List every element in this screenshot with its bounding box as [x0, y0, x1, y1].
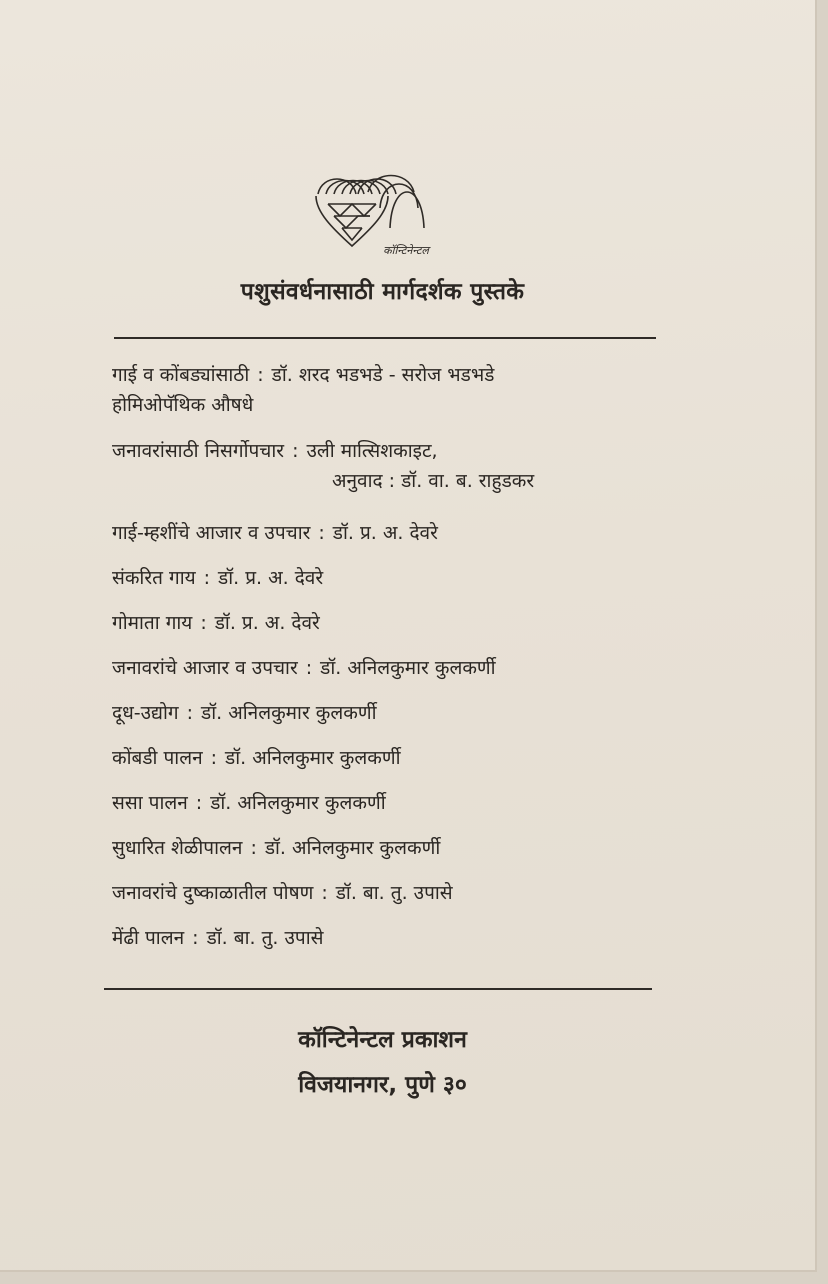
- divider-bottom: [104, 988, 652, 990]
- book-title: ससा पालन: [112, 792, 188, 814]
- book-title: गाई व कोंबड्यांसाठी: [112, 364, 250, 386]
- separator: :: [250, 837, 257, 859]
- book-title: गोमाता गाय: [112, 612, 193, 634]
- book-title: गाई-म्हशींचे आजार व उपचार: [112, 522, 311, 544]
- list-item: [112, 698, 712, 743]
- list-item: [112, 608, 712, 653]
- separator: :: [203, 567, 211, 589]
- book-author: डॉ. अनिलकुमार कुलकर्णी: [320, 657, 496, 679]
- separator: :: [186, 702, 194, 724]
- list-item: [112, 653, 712, 698]
- book-author: डॉ. अनिलकुमार कुलकर्णी: [201, 702, 377, 724]
- separator: :: [321, 882, 328, 904]
- list-item: [112, 360, 712, 436]
- separator: :: [210, 747, 218, 769]
- list-item: [112, 743, 712, 788]
- separator: :: [318, 522, 325, 544]
- page-title: पशुसंवर्धनासाठी मार्गदर्शक पुस्तके: [240, 279, 525, 305]
- book-author: डॉ. प्र. अ. देवरे: [332, 522, 438, 544]
- publisher-block: [0, 1018, 765, 1108]
- translator-name: डॉ. वा. ब. राहुडकर: [401, 470, 535, 492]
- separator: :: [195, 792, 203, 814]
- list-item: [112, 878, 712, 923]
- list-item: [112, 833, 712, 878]
- book-author: डॉ. शरद भडभडे - सरोज भडभडे: [271, 364, 495, 386]
- translator-label: अनुवाद :: [332, 470, 396, 492]
- book-title-continuation: होमिओपॅथिक औषधे: [112, 394, 254, 416]
- list-item: [112, 436, 712, 518]
- publisher-logo-icon: [312, 168, 452, 260]
- separator: :: [200, 612, 207, 634]
- book-author: डॉ. बा. तु. उपासे: [206, 927, 324, 949]
- book-title: सुधारित शेळीपालन: [112, 837, 243, 859]
- book-author: डॉ. प्र. अ. देवरे: [218, 567, 324, 589]
- divider-top: [114, 337, 656, 339]
- book-list: [112, 360, 712, 968]
- list-item: [112, 923, 712, 968]
- book-author: डॉ. अनिलकुमार कुलकर्णी: [264, 837, 441, 859]
- book-title: मेंढी पालन: [112, 927, 185, 949]
- separator: :: [292, 440, 299, 462]
- logo-caption: कॉन्टिनेन्टल: [383, 244, 429, 257]
- separator: :: [192, 927, 199, 949]
- publisher-name: कॉन्टिनेन्टल प्रकाशन: [298, 1027, 467, 1053]
- book-title: संकरित गाय: [112, 567, 196, 589]
- book-title: कोंबडी पालन: [112, 747, 203, 769]
- separator: :: [305, 657, 313, 679]
- book-title: जनावरांचे आजार व उपचार: [112, 657, 298, 679]
- book-author: डॉ. प्र. अ. देवरे: [214, 612, 320, 634]
- list-item: [112, 563, 712, 608]
- book-author: उली मात्सिशकाइट,: [306, 440, 438, 462]
- separator: :: [257, 364, 264, 386]
- book-author: डॉ. बा. तु. उपासे: [335, 882, 453, 904]
- book-title: जनावरांसाठी निसर्गोपचार: [112, 440, 285, 462]
- publisher-address: विजयानगर, पुणे ३०: [298, 1072, 467, 1098]
- list-item: [112, 788, 712, 833]
- list-item: [112, 518, 712, 563]
- book-author: डॉ. अनिलकुमार कुलकर्णी: [210, 792, 386, 814]
- book-title: जनावरांचे दुष्काळातील पोषण: [112, 882, 314, 904]
- book-author: डॉ. अनिलकुमार कुलकर्णी: [225, 747, 401, 769]
- book-title: दूध-उद्योग: [112, 702, 179, 724]
